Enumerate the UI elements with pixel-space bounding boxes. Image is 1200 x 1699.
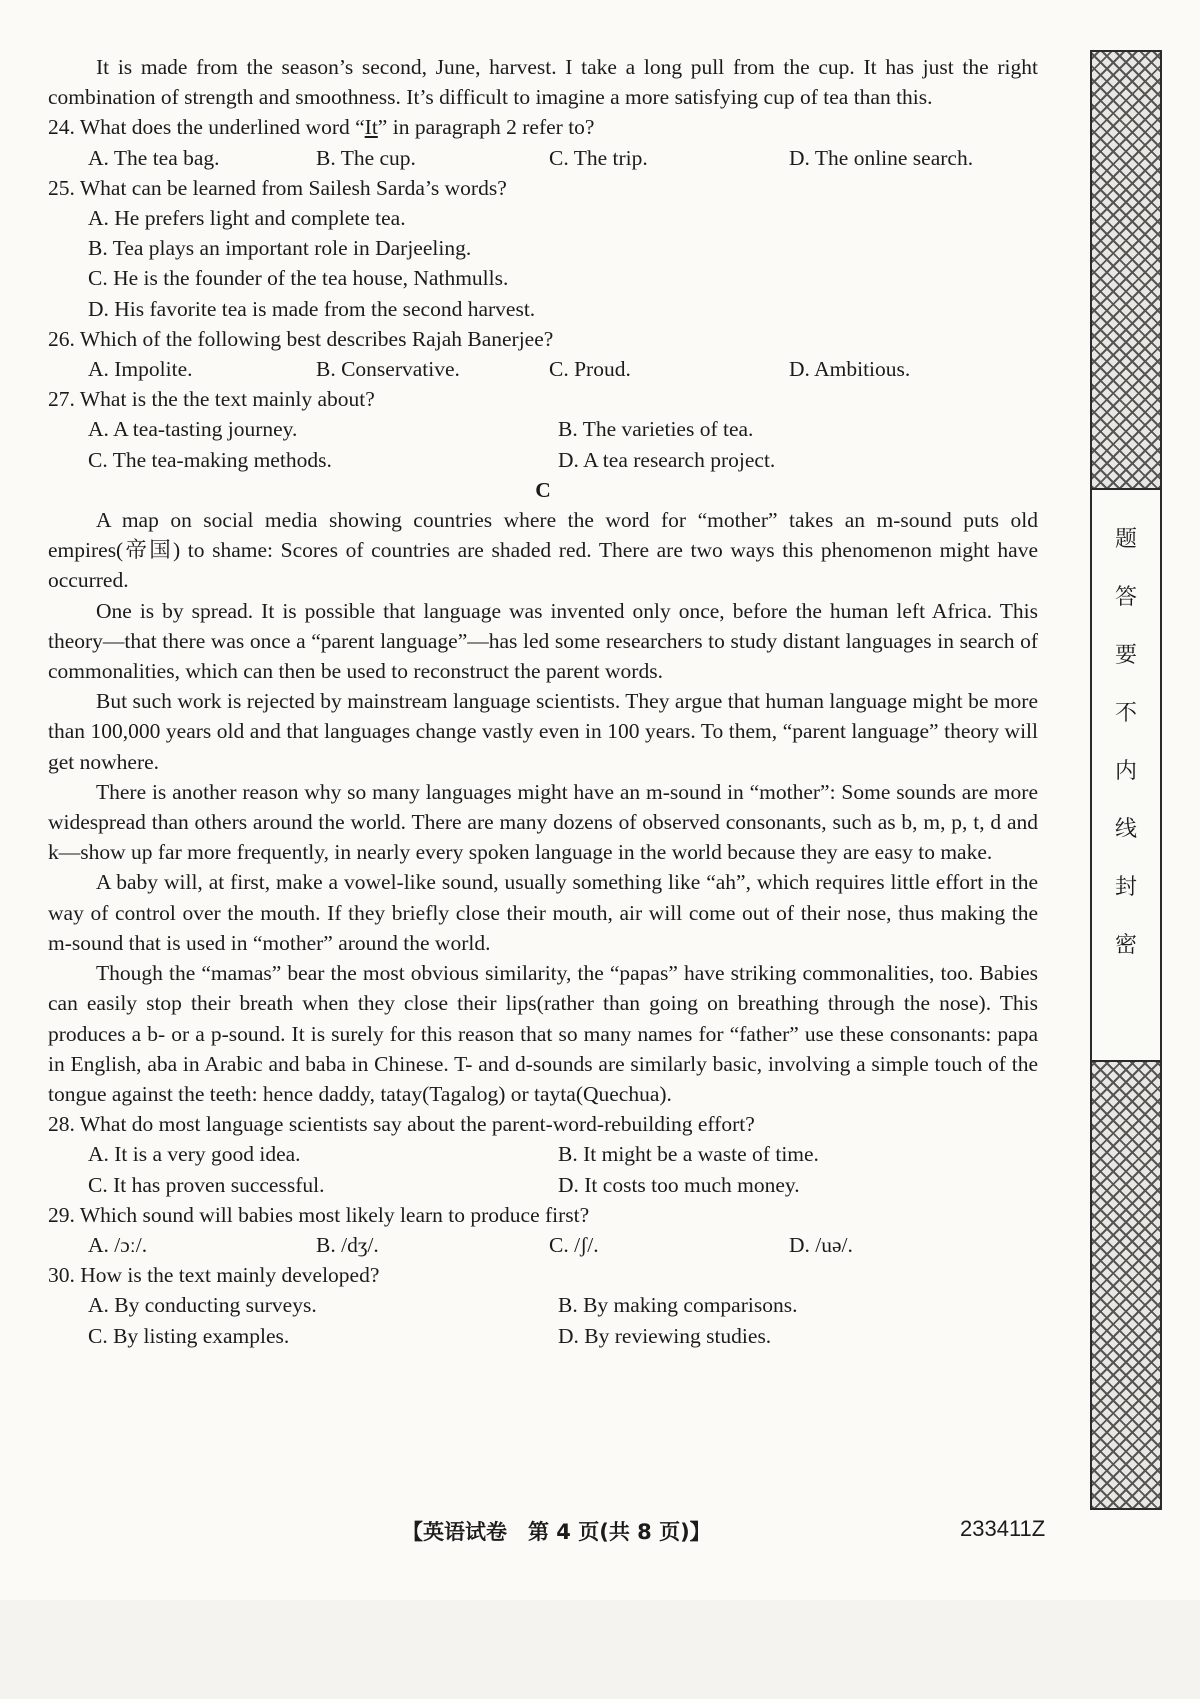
- option-b[interactable]: B. /dʒ/.: [316, 1232, 379, 1257]
- option-d[interactable]: D. By reviewing studies.: [558, 1323, 772, 1348]
- question-number: 26.: [48, 326, 75, 351]
- option-c[interactable]: C. The trip.: [549, 145, 648, 170]
- seal-chars: [1092, 528, 1160, 958]
- option-a[interactable]: A. A tea-tasting journey.: [88, 417, 298, 442]
- option-c[interactable]: C. Proud.: [549, 357, 631, 382]
- option-d[interactable]: D. The online search.: [789, 145, 974, 170]
- option-a[interactable]: A. By conducting surveys.: [88, 1293, 317, 1318]
- question-text-after: ” in paragraph 2 refer to?: [377, 115, 595, 140]
- seal-strip: [1090, 50, 1162, 1510]
- seal-text-area: [1090, 490, 1162, 1060]
- question-28: [48, 1109, 1038, 1139]
- question-25: [48, 173, 1038, 203]
- question-26: [48, 324, 1038, 354]
- question-24: [48, 112, 1038, 142]
- underlined-word: It: [364, 115, 378, 140]
- seal-char: 答: [1114, 585, 1137, 610]
- option-d[interactable]: D. It costs too much money.: [558, 1172, 800, 1197]
- option-d[interactable]: D. /uə/.: [789, 1232, 853, 1257]
- passage-paragraph: One is by spread. It is possible that language was invented only once, before the human left Africa. This theory—that there was once a “parent language”—has led some researchers to study distant languages in search of commonalities, which can then be used to reconstruct the parent words.: [48, 598, 1038, 684]
- options-26: [48, 354, 1038, 384]
- option-a[interactable]: A. It is a very good idea.: [88, 1142, 301, 1167]
- page-content: [48, 52, 1038, 1351]
- question-text: What can be learned from Sailesh Sarda’s words?: [79, 175, 507, 200]
- passage-paragraph: A baby will, at first, make a vowel-like sound, usually something like “ah”, which requires little effort in the way of control over the mouth. If they briefly close their mouth, air will come out of their nose, thus making the m-sound that is used in “mother” around the world.: [48, 870, 1038, 955]
- question-text: Which sound will babies most likely learn to produce first?: [79, 1202, 590, 1227]
- question-number: 30.: [48, 1263, 75, 1288]
- question-text: What do most language scientists say about the parent-word-rebuilding effort?: [79, 1112, 755, 1137]
- section-c-heading: C: [535, 477, 551, 502]
- option-d[interactable]: D. His favorite tea is made from the second harvest.: [88, 296, 536, 321]
- passage-paragraph: A map on social media showing countries where the word for “mother” takes an m-sound puts old empires(帝国) to shame: Scores of countries are shaded red. There are two ways this phenomenon might have occurred.: [48, 508, 1038, 593]
- option-b[interactable]: B. The cup.: [316, 145, 416, 170]
- exam-code: 233411Z: [960, 1516, 1046, 1541]
- options-25: [48, 203, 1038, 324]
- seal-char: 密: [1114, 933, 1137, 958]
- option-c[interactable]: C. He is the founder of the tea house, Nathmulls.: [88, 266, 509, 291]
- option-c[interactable]: C. The tea-making methods.: [88, 447, 332, 472]
- options-28: [48, 1139, 1038, 1199]
- question-number: 24.: [48, 115, 75, 140]
- question-27: [48, 384, 1038, 414]
- seal-char: 线: [1114, 817, 1137, 842]
- seal-char: 要: [1114, 643, 1137, 668]
- question-text-before: What does the underlined word “: [79, 115, 365, 140]
- options-29: [48, 1230, 1038, 1260]
- option-b[interactable]: B. Tea plays an important role in Darjeeling.: [88, 236, 472, 261]
- option-b[interactable]: B. The varieties of tea.: [558, 417, 754, 442]
- options-24: [48, 143, 1038, 173]
- option-c[interactable]: C. By listing examples.: [88, 1323, 290, 1348]
- passage-paragraph: But such work is rejected by mainstream language scientists. They argue that human language might be more than 100,000 years old and that languages change vastly even in 100 years. To them, “parent language” theory will get nowhere.: [48, 689, 1038, 774]
- seal-char: 内: [1114, 759, 1137, 784]
- seal-char: 封: [1114, 875, 1137, 900]
- question-number: 28.: [48, 1112, 75, 1137]
- option-d[interactable]: D. A tea research project.: [558, 447, 776, 472]
- option-a[interactable]: A. He prefers light and complete tea.: [88, 206, 406, 231]
- option-b[interactable]: B. By making comparisons.: [558, 1293, 798, 1318]
- question-text: What is the the text mainly about?: [79, 387, 375, 412]
- options-30: [48, 1290, 1038, 1350]
- question-number: 29.: [48, 1202, 75, 1227]
- seal-char: 不: [1114, 701, 1137, 726]
- passage-paragraph: Though the “mamas” bear the most obvious similarity, the “papas” have striking commonalities, too. Babies can easily stop their breath when they close their lips(rather than going on breathing through the nose). This produces a b- or a p-sound. It is surely for this reason that so many names for “father” use these consonants: papa in English, aba in Arabic and baba in Chinese. T- and d-sounds are similarly basic, involving a simple touch of the tongue against the teeth: hence daddy, tatay(Tagalog) or tayta(Quechua).: [48, 961, 1038, 1106]
- question-number: 27.: [48, 387, 75, 412]
- option-b[interactable]: B. It might be a waste of time.: [558, 1142, 819, 1167]
- option-d[interactable]: D. Ambitious.: [789, 357, 911, 382]
- passage-paragraph: There is another reason why so many languages might have an m-sound in “mother”: Some sounds are more widespread than others around the world. There are many dozens of observed consonants, such as b, m, p, t, d and k—show up far more frequently, in nearly every spoken language in the world because they are easy to make.: [48, 779, 1038, 865]
- seal-pattern-bottom: [1090, 1060, 1162, 1510]
- options-27: [48, 414, 1038, 474]
- seal-pattern-top: [1090, 50, 1162, 490]
- question-number: 25.: [48, 175, 75, 200]
- option-a[interactable]: A. The tea bag.: [88, 145, 220, 170]
- intro-paragraph: It is made from the season’s second, June, harvest. I take a long pull from the cup. It has just the right combination of strength and smoothness. It’s difficult to imagine a more satisfying cup of tea than this.: [48, 55, 1038, 110]
- question-text: How is the text mainly developed?: [80, 1263, 380, 1288]
- question-30: [48, 1260, 1038, 1290]
- question-29: [48, 1200, 1038, 1230]
- seal-char: 题: [1114, 527, 1137, 552]
- option-b[interactable]: B. Conservative.: [316, 357, 460, 382]
- option-c[interactable]: C. /ʃ/.: [549, 1232, 599, 1257]
- page-label: 【英语试卷 第 4 页(共 8 页)】: [402, 1520, 711, 1544]
- question-text: Which of the following best describes Rajah Banerjee?: [79, 326, 554, 351]
- option-c[interactable]: C. It has proven successful.: [88, 1172, 325, 1197]
- option-a[interactable]: A. /ɔː/.: [88, 1232, 148, 1257]
- option-a[interactable]: A. Impolite.: [88, 357, 193, 382]
